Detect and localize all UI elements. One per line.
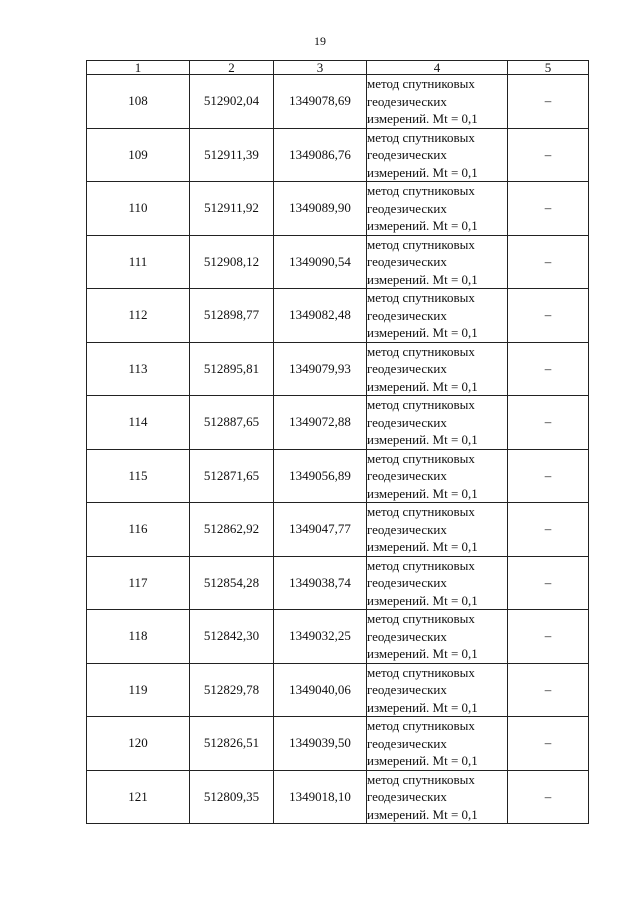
- table-row: [87, 182, 589, 236]
- y-coordinate-cell: 1349090,54: [274, 235, 367, 289]
- table-row: [87, 396, 589, 450]
- table-body: [87, 75, 589, 824]
- y-coordinate-cell: 1349047,77: [274, 503, 367, 557]
- table-row: [87, 128, 589, 182]
- point-number-cell: 117: [87, 556, 190, 610]
- table-row: [87, 449, 589, 503]
- point-number-cell: 111: [87, 235, 190, 289]
- x-coordinate-cell: 512871,65: [190, 449, 274, 503]
- point-number-cell: 118: [87, 610, 190, 664]
- method-cell: метод спутниковых геодезических измерений. Mt = 0,1: [367, 289, 508, 343]
- point-number-cell: 120: [87, 717, 190, 771]
- point-number-cell: 119: [87, 663, 190, 717]
- x-coordinate-cell: 512887,65: [190, 396, 274, 450]
- x-coordinate-cell: 512902,04: [190, 75, 274, 129]
- dash-cell: –: [508, 289, 589, 343]
- header-col-1: 1: [87, 61, 190, 75]
- method-cell: метод спутниковых геодезических измерений. Mt = 0,1: [367, 503, 508, 557]
- point-number-cell: 116: [87, 503, 190, 557]
- point-number-cell: 112: [87, 289, 190, 343]
- y-coordinate-cell: 1349078,69: [274, 75, 367, 129]
- method-cell: метод спутниковых геодезических измерений. Mt = 0,1: [367, 396, 508, 450]
- dash-cell: –: [508, 235, 589, 289]
- point-number-cell: 110: [87, 182, 190, 236]
- table-row: [87, 289, 589, 343]
- table-row: [87, 342, 589, 396]
- header-row: [87, 61, 589, 75]
- point-number-cell: 113: [87, 342, 190, 396]
- table-row: [87, 663, 589, 717]
- x-coordinate-cell: 512908,12: [190, 235, 274, 289]
- page-number: 19: [314, 34, 326, 48]
- dash-cell: –: [508, 663, 589, 717]
- dash-cell: –: [508, 182, 589, 236]
- method-cell: метод спутниковых геодезических измерений. Mt = 0,1: [367, 75, 508, 129]
- method-cell: метод спутниковых геодезических измерений. Mt = 0,1: [367, 128, 508, 182]
- dash-cell: –: [508, 717, 589, 771]
- x-coordinate-cell: 512911,39: [190, 128, 274, 182]
- method-cell: метод спутниковых геодезических измерений. Mt = 0,1: [367, 449, 508, 503]
- table-row: [87, 75, 589, 129]
- table-row: [87, 503, 589, 557]
- x-coordinate-cell: 512898,77: [190, 289, 274, 343]
- table-row: [87, 770, 589, 824]
- x-coordinate-cell: 512895,81: [190, 342, 274, 396]
- x-coordinate-cell: 512829,78: [190, 663, 274, 717]
- dash-cell: –: [508, 556, 589, 610]
- x-coordinate-cell: 512809,35: [190, 770, 274, 824]
- dash-cell: –: [508, 503, 589, 557]
- point-number-cell: 114: [87, 396, 190, 450]
- table-row: [87, 556, 589, 610]
- header-col-4: 4: [367, 61, 508, 75]
- x-coordinate-cell: 512842,30: [190, 610, 274, 664]
- table-row: [87, 610, 589, 664]
- header-col-3: 3: [274, 61, 367, 75]
- method-cell: метод спутниковых геодезических измерений. Mt = 0,1: [367, 556, 508, 610]
- dash-cell: –: [508, 75, 589, 129]
- dash-cell: –: [508, 610, 589, 664]
- point-number-cell: 108: [87, 75, 190, 129]
- y-coordinate-cell: 1349018,10: [274, 770, 367, 824]
- dash-cell: –: [508, 128, 589, 182]
- x-coordinate-cell: 512862,92: [190, 503, 274, 557]
- coordinates-table: [86, 60, 589, 824]
- method-cell: метод спутниковых геодезических измерений. Mt = 0,1: [367, 235, 508, 289]
- point-number-cell: 115: [87, 449, 190, 503]
- dash-cell: –: [508, 396, 589, 450]
- method-cell: метод спутниковых геодезических измерений. Mt = 0,1: [367, 342, 508, 396]
- header-col-2: 2: [190, 61, 274, 75]
- method-cell: метод спутниковых геодезических измерений. Mt = 0,1: [367, 770, 508, 824]
- dash-cell: –: [508, 342, 589, 396]
- dash-cell: –: [508, 770, 589, 824]
- table-row: [87, 235, 589, 289]
- table-header: [87, 61, 589, 75]
- y-coordinate-cell: 1349082,48: [274, 289, 367, 343]
- method-cell: метод спутниковых геодезических измерений. Mt = 0,1: [367, 663, 508, 717]
- x-coordinate-cell: 512911,92: [190, 182, 274, 236]
- x-coordinate-cell: 512826,51: [190, 717, 274, 771]
- y-coordinate-cell: 1349079,93: [274, 342, 367, 396]
- y-coordinate-cell: 1349086,76: [274, 128, 367, 182]
- y-coordinate-cell: 1349038,74: [274, 556, 367, 610]
- y-coordinate-cell: 1349056,89: [274, 449, 367, 503]
- y-coordinate-cell: 1349032,25: [274, 610, 367, 664]
- point-number-cell: 109: [87, 128, 190, 182]
- method-cell: метод спутниковых геодезических измерений. Mt = 0,1: [367, 717, 508, 771]
- y-coordinate-cell: 1349089,90: [274, 182, 367, 236]
- y-coordinate-cell: 1349040,06: [274, 663, 367, 717]
- y-coordinate-cell: 1349039,50: [274, 717, 367, 771]
- method-cell: метод спутниковых геодезических измерений. Mt = 0,1: [367, 610, 508, 664]
- dash-cell: –: [508, 449, 589, 503]
- point-number-cell: 121: [87, 770, 190, 824]
- header-col-5: 5: [508, 61, 589, 75]
- method-cell: метод спутниковых геодезических измерений. Mt = 0,1: [367, 182, 508, 236]
- x-coordinate-cell: 512854,28: [190, 556, 274, 610]
- y-coordinate-cell: 1349072,88: [274, 396, 367, 450]
- table-row: [87, 717, 589, 771]
